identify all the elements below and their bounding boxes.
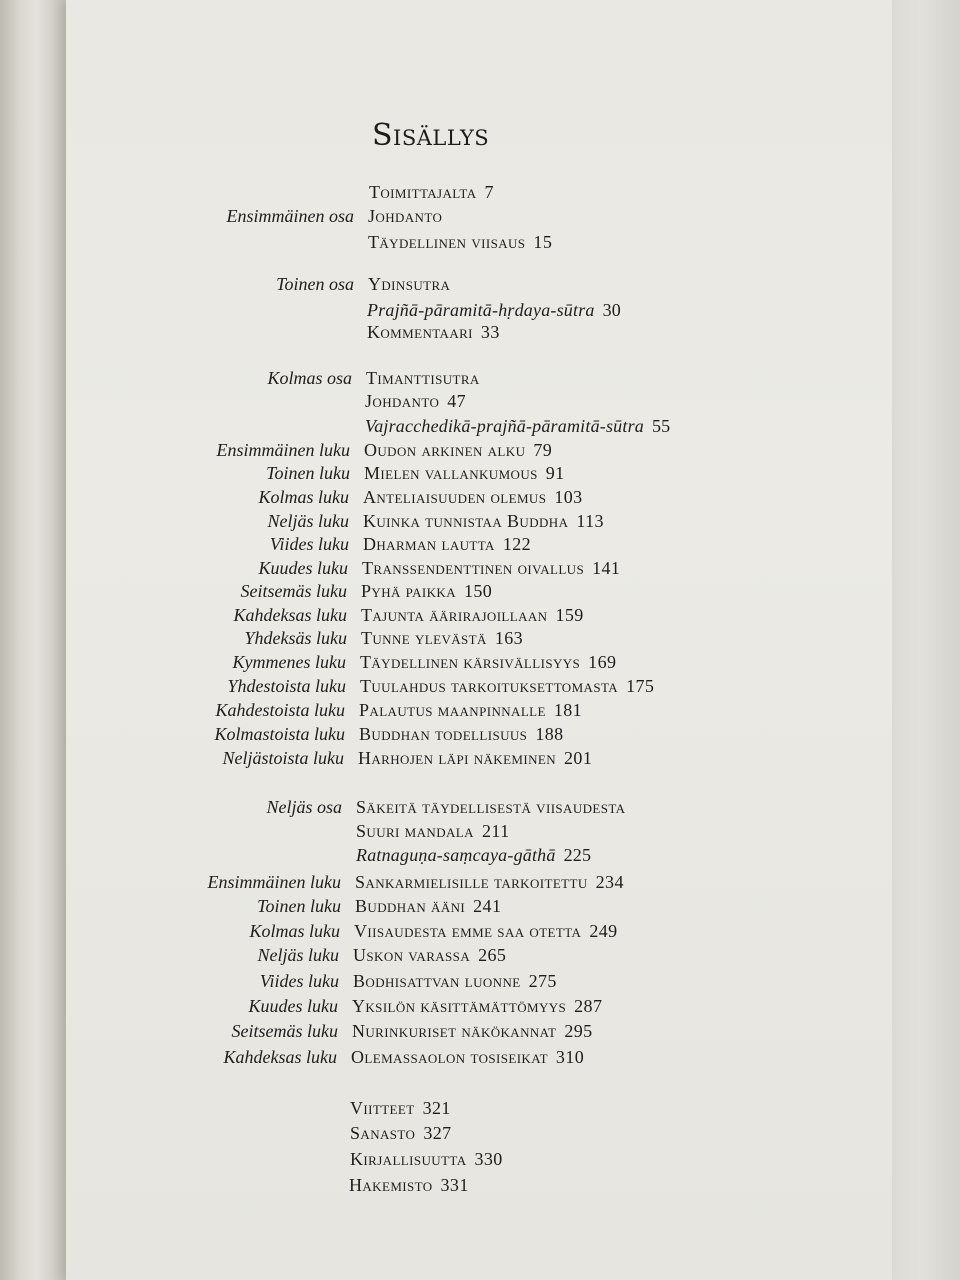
toc-entry-title: Täydellinen viisaus [368, 232, 526, 252]
toc-page-number: 79 [533, 440, 553, 460]
toc-entry-title: Tajunta äärirajoillaan [361, 605, 548, 625]
toc-entry-title: Pyhä paikka [361, 581, 456, 601]
part-label: Kuudes luku [258, 558, 348, 578]
toc-entry [365, 391, 466, 412]
part-label: Kolmas osa [267, 368, 352, 388]
toc-entry [361, 581, 492, 602]
toc-entry-title: Transsendenttinen oivallus [362, 558, 585, 578]
part-label: Neljäs luku [267, 511, 349, 531]
toc-page-number: 169 [588, 652, 617, 672]
toc-page-number: 163 [494, 628, 524, 648]
toc-page-number: 150 [464, 581, 493, 601]
toc-page-number: 310 [555, 1047, 585, 1067]
toc-page-number: 91 [545, 463, 565, 483]
toc-page-number: 241 [473, 896, 502, 916]
toc-page-number: 122 [502, 534, 532, 554]
toc-page-number: 225 [563, 845, 592, 865]
toc-entry [355, 896, 501, 917]
toc-entry [359, 724, 564, 745]
toc-entry-title: Tuulahdus tarkoituksettomasta [360, 676, 619, 696]
toc-entry [356, 845, 591, 866]
toc-page-number: 175 [626, 676, 655, 696]
toc-entry [352, 1021, 593, 1042]
part-label: Toinen luku [257, 896, 341, 916]
toc-entry [359, 700, 582, 721]
toc-page-number: 33 [480, 322, 500, 342]
toc-entry [361, 605, 584, 626]
toc-entry-title: Tunne ylevästä [361, 628, 487, 648]
toc-entry [362, 558, 620, 579]
toc-page-number: 249 [589, 921, 618, 941]
toc-entry [358, 748, 592, 769]
toc-entry [351, 1047, 584, 1068]
part-label: Viides luku [269, 534, 349, 554]
toc-page-number: 55 [651, 416, 671, 436]
toc-entry-title: Anteliaisuuden olemus [363, 487, 547, 507]
toc-entry-title: Prajñā-pāramitā-hṛdaya-sūtra [367, 300, 595, 320]
toc-page-number: 188 [535, 724, 564, 744]
part-label: Toinen luku [266, 463, 350, 483]
toc-entry-title: Suuri mandala [356, 821, 474, 841]
part-label: Yhdestoista luku [227, 676, 346, 696]
part-label: Neljäs osa [266, 797, 342, 817]
toc-entry [363, 511, 604, 532]
toc-entry [349, 1175, 469, 1196]
toc-entry [352, 996, 602, 1017]
toc-entry-title: Sankarmielisille tarkoitettu [355, 872, 588, 892]
part-label: Kahdeksas luku [223, 1047, 337, 1067]
toc-entry-title: Buddhan ääni [355, 896, 466, 916]
toc-entry [364, 463, 565, 484]
part-label: Toinen osa [276, 274, 354, 294]
toc-entry [353, 971, 557, 992]
toc-entry [368, 206, 442, 227]
toc-entry-title: Bodhisattvan luonne [353, 971, 521, 991]
toc-entry-title: Johdanto [365, 391, 440, 411]
toc-entry-title: Vajracchedikā-prajñā-pāramitā-sūtra [365, 416, 644, 436]
part-label: Kahdestoista luku [215, 700, 345, 720]
toc-page-number: 211 [481, 821, 510, 841]
toc-page-number: 275 [528, 971, 557, 991]
toc-title: Sisällys [372, 118, 490, 153]
toc-entry-title: Täydellinen kärsivällisyys [360, 652, 581, 672]
part-label: Neljäs luku [257, 945, 339, 965]
toc-entry-title: Buddhan todellisuus [359, 724, 528, 744]
toc-entry [367, 300, 621, 321]
toc-page-number: 181 [553, 700, 583, 720]
toc-entry-title: Timanttisutra [366, 368, 480, 388]
part-label: Ensimmäinen luku [207, 872, 341, 892]
toc-page-number: 15 [533, 232, 553, 252]
toc-page-number: 159 [555, 605, 584, 625]
toc-entry-title: Kirjallisuutta [350, 1149, 467, 1169]
toc-page-number: 265 [478, 945, 507, 965]
toc-entry [368, 232, 552, 253]
part-label: Ensimmäinen luku [216, 440, 350, 460]
toc-entry-title: Yksilön käsittämättömyys [352, 996, 567, 1016]
part-label: Kolmas luku [258, 487, 349, 507]
toc-entry-title: Ratnaguṇa-saṃcaya-gāthā [356, 845, 556, 865]
part-label: Kuudes luku [248, 996, 338, 1016]
toc-entry [356, 821, 509, 842]
toc-entry [363, 534, 531, 555]
toc-entry-title: Nurinkuriset näkökannat [352, 1021, 557, 1041]
part-label: Ensimmäinen osa [226, 206, 354, 226]
toc-entry [353, 945, 506, 966]
toc-entry [360, 652, 616, 673]
toc-entry [369, 182, 494, 203]
toc-page-number: 201 [564, 748, 593, 768]
toc-page-number: 287 [574, 996, 603, 1016]
toc-entry-title: Johdanto [368, 206, 443, 226]
toc-entry [366, 368, 480, 389]
toc-entry [363, 487, 583, 508]
toc-page-number: 331 [440, 1175, 469, 1195]
toc-entry [355, 872, 624, 893]
part-label: Yhdeksäs luku [244, 628, 347, 648]
toc-entry [368, 274, 450, 295]
toc-entry-title: Sanasto [350, 1123, 416, 1143]
toc-entry [364, 440, 552, 461]
toc-entry-title: Harhojen läpi näkeminen [358, 748, 557, 768]
toc-page-number: 330 [474, 1149, 503, 1169]
toc-page-number: 295 [564, 1021, 593, 1041]
toc-entry-title: Viitteet [350, 1098, 415, 1118]
toc-entry-title: Uskon varassa [353, 945, 471, 965]
toc-entry [354, 921, 618, 942]
toc-page-number: 321 [422, 1098, 451, 1118]
toc-page-number: 103 [554, 487, 583, 507]
toc-entry [361, 628, 523, 649]
part-label: Kahdeksas luku [233, 605, 347, 625]
toc-page-number: 7 [484, 182, 494, 202]
toc-page-number: 113 [576, 511, 604, 531]
toc-entry-title: Kuinka tunnistaa Buddha [363, 511, 569, 531]
toc-entry-title: Dharman lautta [363, 534, 495, 554]
toc-page-number: 327 [423, 1123, 452, 1143]
toc-entry-title: Säkeitä täydellisestä viisaudesta [356, 797, 626, 817]
toc-entry-title: Mielen vallankumous [364, 463, 538, 483]
toc-entry [365, 416, 670, 437]
part-label: Neljästoista luku [222, 748, 344, 768]
part-label: Viides luku [259, 971, 339, 991]
toc-entry [367, 322, 500, 343]
toc-entry [350, 1123, 452, 1144]
toc-entry-title: Oudon arkinen alku [364, 440, 526, 460]
part-label: Kolmastoista luku [214, 724, 345, 744]
toc-entry [350, 1098, 451, 1119]
toc-page-number: 30 [602, 300, 622, 320]
part-label: Seitsemäs luku [240, 581, 347, 601]
toc-entry [356, 797, 625, 818]
part-label: Seitsemäs luku [231, 1021, 338, 1041]
toc-entry [360, 676, 654, 697]
toc-entry-title: Hakemisto [349, 1175, 433, 1195]
part-label: Kolmas luku [249, 921, 340, 941]
toc-entry-title: Ydinsutra [368, 274, 451, 294]
toc-entry-title: Viisaudesta emme saa otetta [354, 921, 582, 941]
toc-page-number: 234 [595, 872, 624, 892]
part-label: Kymmenes luku [232, 652, 346, 672]
toc-entry-title: Olemassaolon tosiseikat [351, 1047, 548, 1067]
toc-entry-title: Toimittajalta [369, 182, 477, 202]
toc-entry-title: Palautus maanpinnalle [359, 700, 546, 720]
toc-entry-title: Kommentaari [367, 322, 473, 342]
toc-page-number: 141 [592, 558, 621, 578]
toc-entry [350, 1149, 503, 1170]
toc-page-number: 47 [447, 391, 467, 411]
